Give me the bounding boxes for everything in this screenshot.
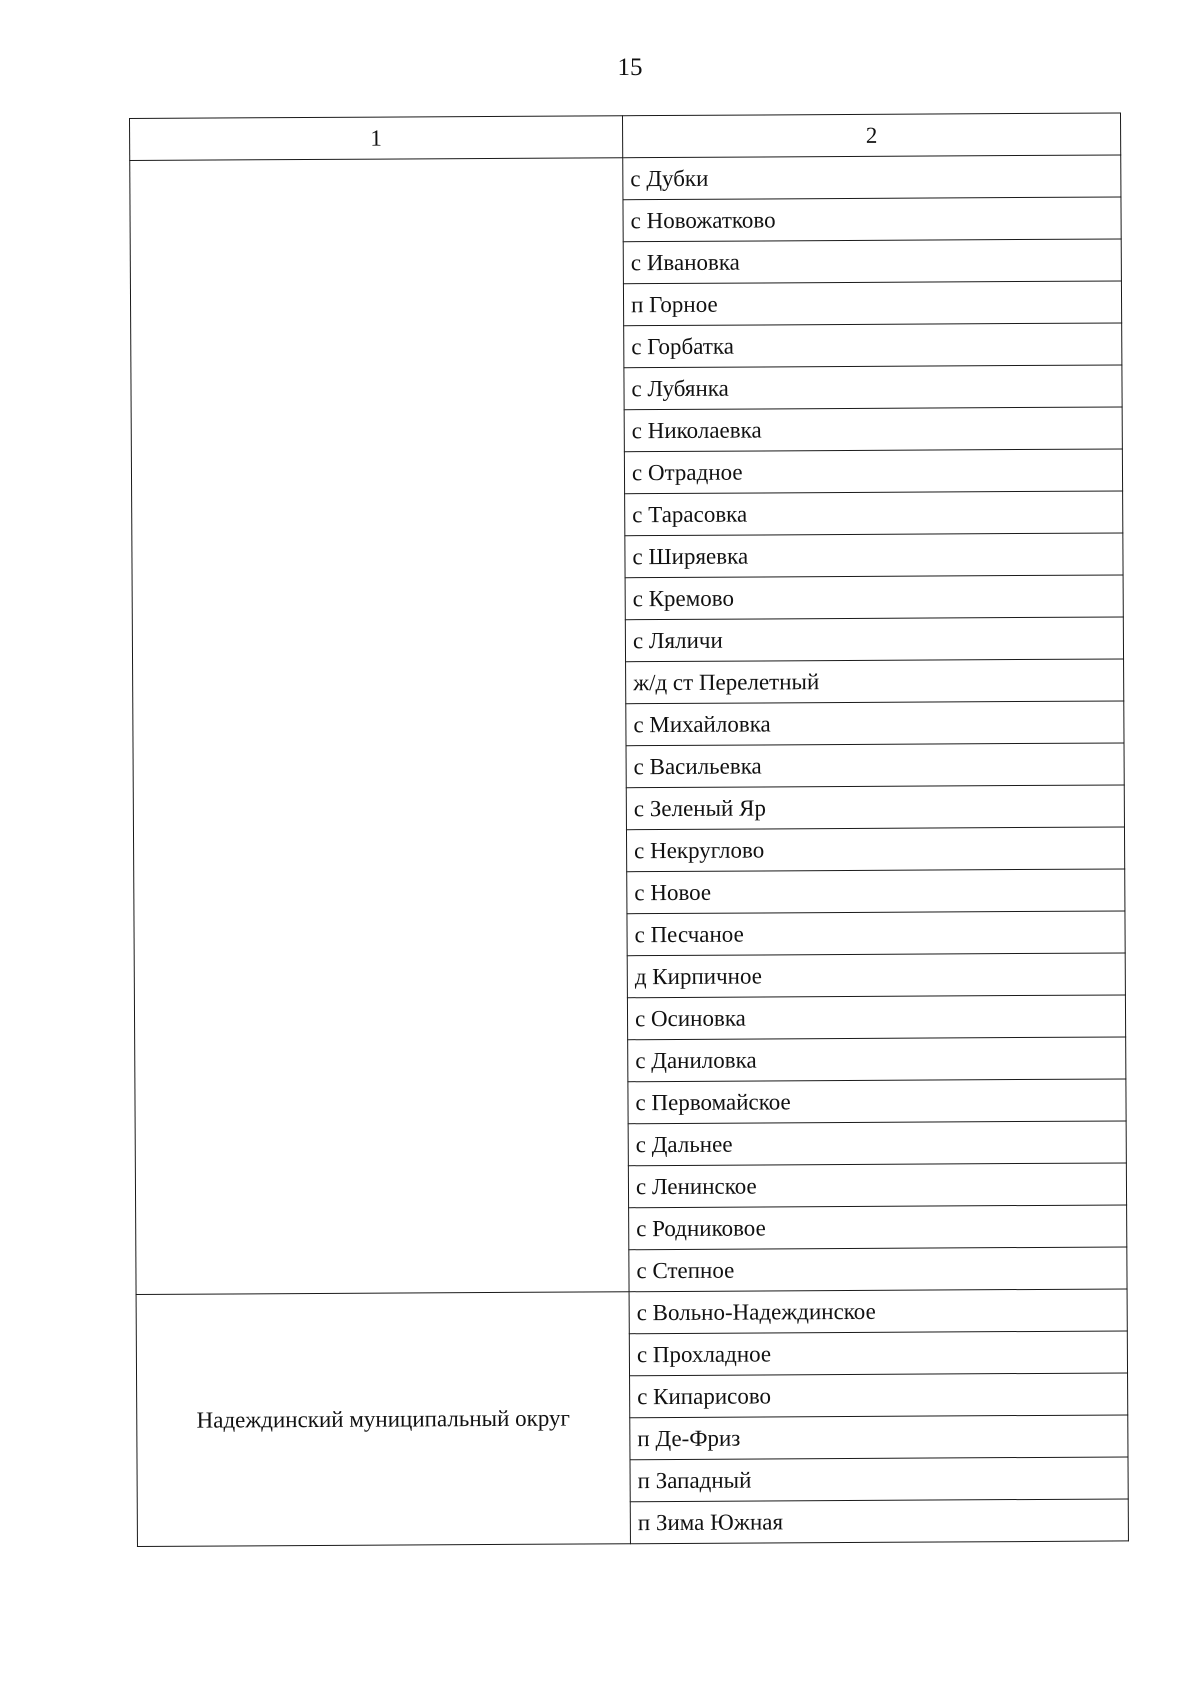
- settlement-cell: с Ляличи: [625, 617, 1123, 662]
- column-header-2: 2: [622, 113, 1120, 158]
- settlement-cell: с Ивановка: [623, 239, 1121, 284]
- table-header-row: [130, 113, 1121, 161]
- settlement-cell: с Новожатково: [623, 197, 1121, 242]
- settlement-cell: с Осиновка: [627, 995, 1125, 1040]
- table-row: [136, 1289, 1127, 1337]
- table-row: [130, 155, 1121, 203]
- settlement-cell: с Тарасовка: [625, 491, 1123, 536]
- settlement-cell: с Степное: [629, 1247, 1127, 1292]
- settlement-cell: с Николаевка: [624, 407, 1122, 452]
- settlement-cell: с Вольно-Надеждинское: [629, 1289, 1127, 1334]
- district-cell: Надеждинский муниципальный округ: [136, 1292, 630, 1547]
- settlement-cell: д Кирпичное: [627, 953, 1125, 998]
- settlement-cell: с Васильевка: [626, 743, 1124, 788]
- settlement-cell: с Кипарисово: [630, 1373, 1128, 1418]
- settlement-cell: с Прохладное: [629, 1331, 1127, 1376]
- settlement-cell: п Западный: [630, 1457, 1128, 1502]
- settlement-cell: с Дубки: [623, 155, 1121, 200]
- settlement-cell: с Горбатка: [624, 323, 1122, 368]
- settlement-cell: с Песчаное: [627, 911, 1125, 956]
- settlement-cell: с Ленинское: [628, 1163, 1126, 1208]
- district-cell: [130, 158, 629, 1295]
- settlement-cell: с Новое: [627, 869, 1125, 914]
- settlement-cell: с Дальнее: [628, 1121, 1126, 1166]
- settlement-cell: п Горное: [623, 281, 1121, 326]
- settlement-cell: с Зеленый Яр: [626, 785, 1124, 830]
- settlement-cell: п Де-Фриз: [630, 1415, 1128, 1460]
- settlement-cell: с Михайловка: [626, 701, 1124, 746]
- settlement-cell: п Зима Южная: [630, 1499, 1128, 1544]
- page-number: 15: [617, 54, 643, 81]
- settlement-cell: с Некруглово: [626, 827, 1124, 872]
- settlement-cell: с Кремово: [625, 575, 1123, 620]
- settlement-cell: с Первомайское: [628, 1079, 1126, 1124]
- settlement-cell: с Ширяевка: [625, 533, 1123, 578]
- settlement-cell: с Даниловка: [628, 1037, 1126, 1082]
- settlement-cell: с Лубянка: [624, 365, 1122, 410]
- settlement-cell: с Родниковое: [629, 1205, 1127, 1250]
- settlement-cell: с Отрадное: [624, 449, 1122, 494]
- settlements-table: [129, 112, 1129, 1547]
- settlement-cell: ж/д ст Перелетный: [626, 659, 1124, 704]
- column-header-1: 1: [130, 116, 623, 161]
